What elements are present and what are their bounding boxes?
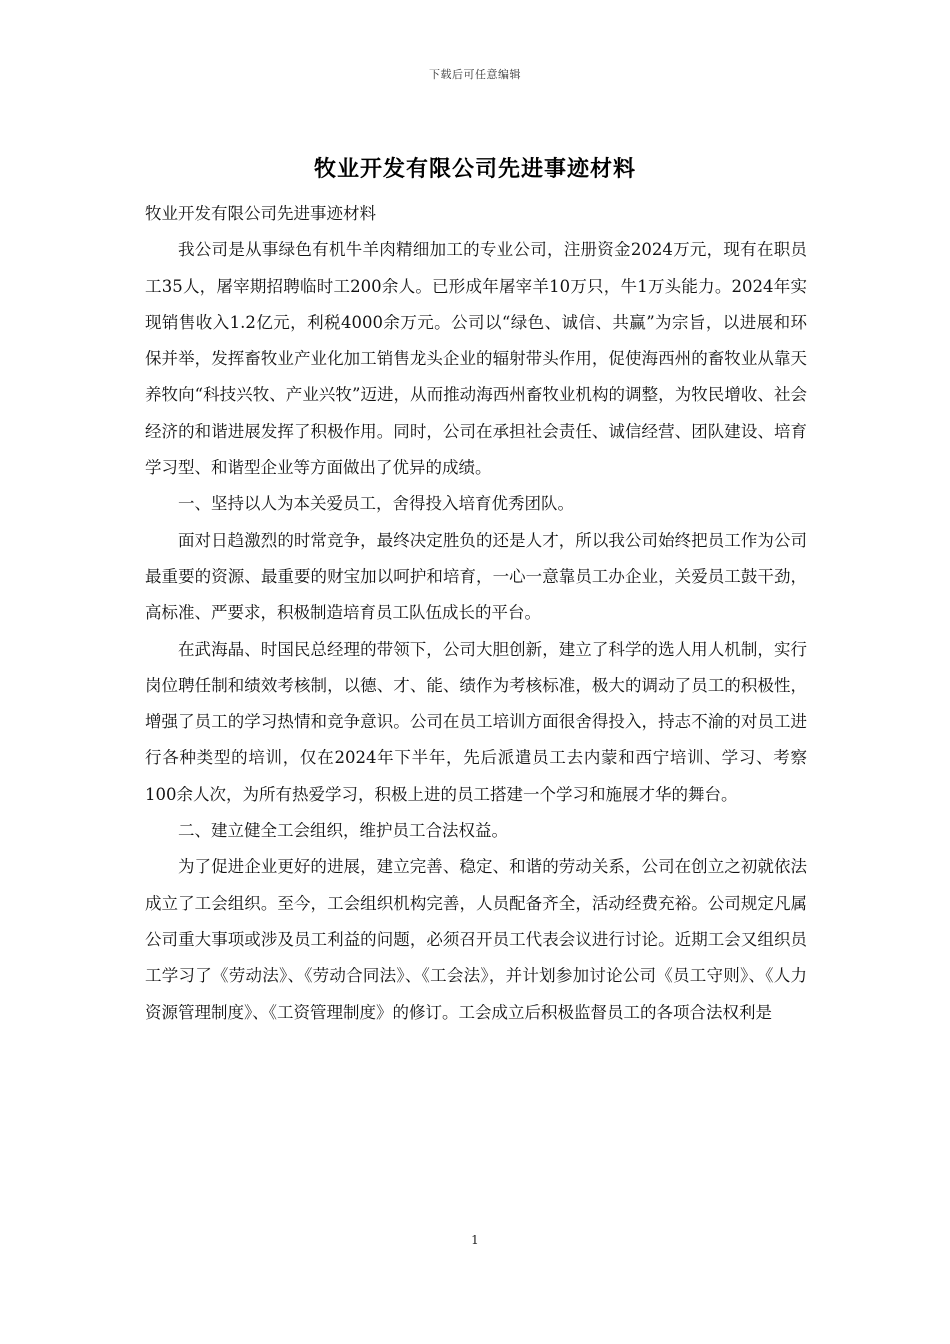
header-note: 下载后可任意编辑: [429, 68, 521, 81]
document-subtitle: 牧业开发有限公司先进事迹材料: [145, 204, 376, 223]
section-heading-1: 一、坚持以人为本关爱员工，舍得投入培育优秀团队。: [178, 494, 574, 514]
paragraph-union: 为了促进企业更好的进展，建立完善、稳定、和谐的劳动关系，公司在创立之初就依法成立了工会组织。至今，工会组织机构完善，人员配备齐全，活动经费充裕。公司规定凡属公司重大事项或涉及员工利益的问题，必须召开员工代表会议进行讨论。近期工会又组织员工学习了《劳动法》、《劳动合同法》、《工会法》，并计划参加讨论公司《员工守则》、《人力资源管理制度》、《工资管理制度》的修订。工会成立后积极监督员工的各项合法权利是: [145, 857, 807, 1022]
document-body: [145, 196, 807, 1031]
paragraph-intro: 我公司是从事绿色有机牛羊肉精细加工的专业公司，注册资金2024万元，现有在职员工35人，屠宰期招聘临时工200余人。已形成年屠宰羊10万只，牛1万头能力。2024年实现销售收入1.2亿元，利税4000余万元。公司以“绿色、诚信、共赢”为宗旨，以进展和环保并举，发挥畜牧业产业化加工销售龙头企业的辐射带头作用，促使海西州的畜牧业从靠天养牧向“科技兴牧、产业兴牧”迈进，从而推动海西州畜牧业机构的调整，为牧民增收、社会经济的和谐进展发挥了积极作用。同时，公司在承担社会责任、诚信经营、团队建设、培育学习型、和谐型企业等方面做出了优异的成绩。: [145, 240, 807, 478]
paragraph-training: 在武海晶、时国民总经理的带领下，公司大胆创新，建立了科学的选人用人机制，实行岗位聘任制和绩效考核制，以德、才、能、绩作为考核标准，极大的调动了员工的积极性，增强了员工的学习热情和竞争意识。公司在员工培训方面很舍得投入，持志不渝的对员工进行各种类型的培训，仅在2024年下半年，先后派遣员工去内蒙和西宁培训、学习、考察100余人次，为所有热爱学习，积极上进的员工搭建一个学习和施展才华的舞台。: [145, 639, 807, 804]
section-heading-2: 二、建立健全工会组织，维护员工合法权益。: [178, 821, 508, 841]
paragraph-talent: 面对日趋激烈的时常竞争，最终决定胜负的还是人才，所以我公司始终把员工作为公司最重要的资源、最重要的财宝加以呵护和培育，一心一意靠员工办企业，关爱员工鼓干劲，高标准、严要求，积极制造培育员工队伍成长的平台。: [145, 530, 807, 623]
document-title: 牧业开发有限公司先进事迹材料: [313, 156, 636, 182]
page-number: 1: [471, 1233, 479, 1247]
